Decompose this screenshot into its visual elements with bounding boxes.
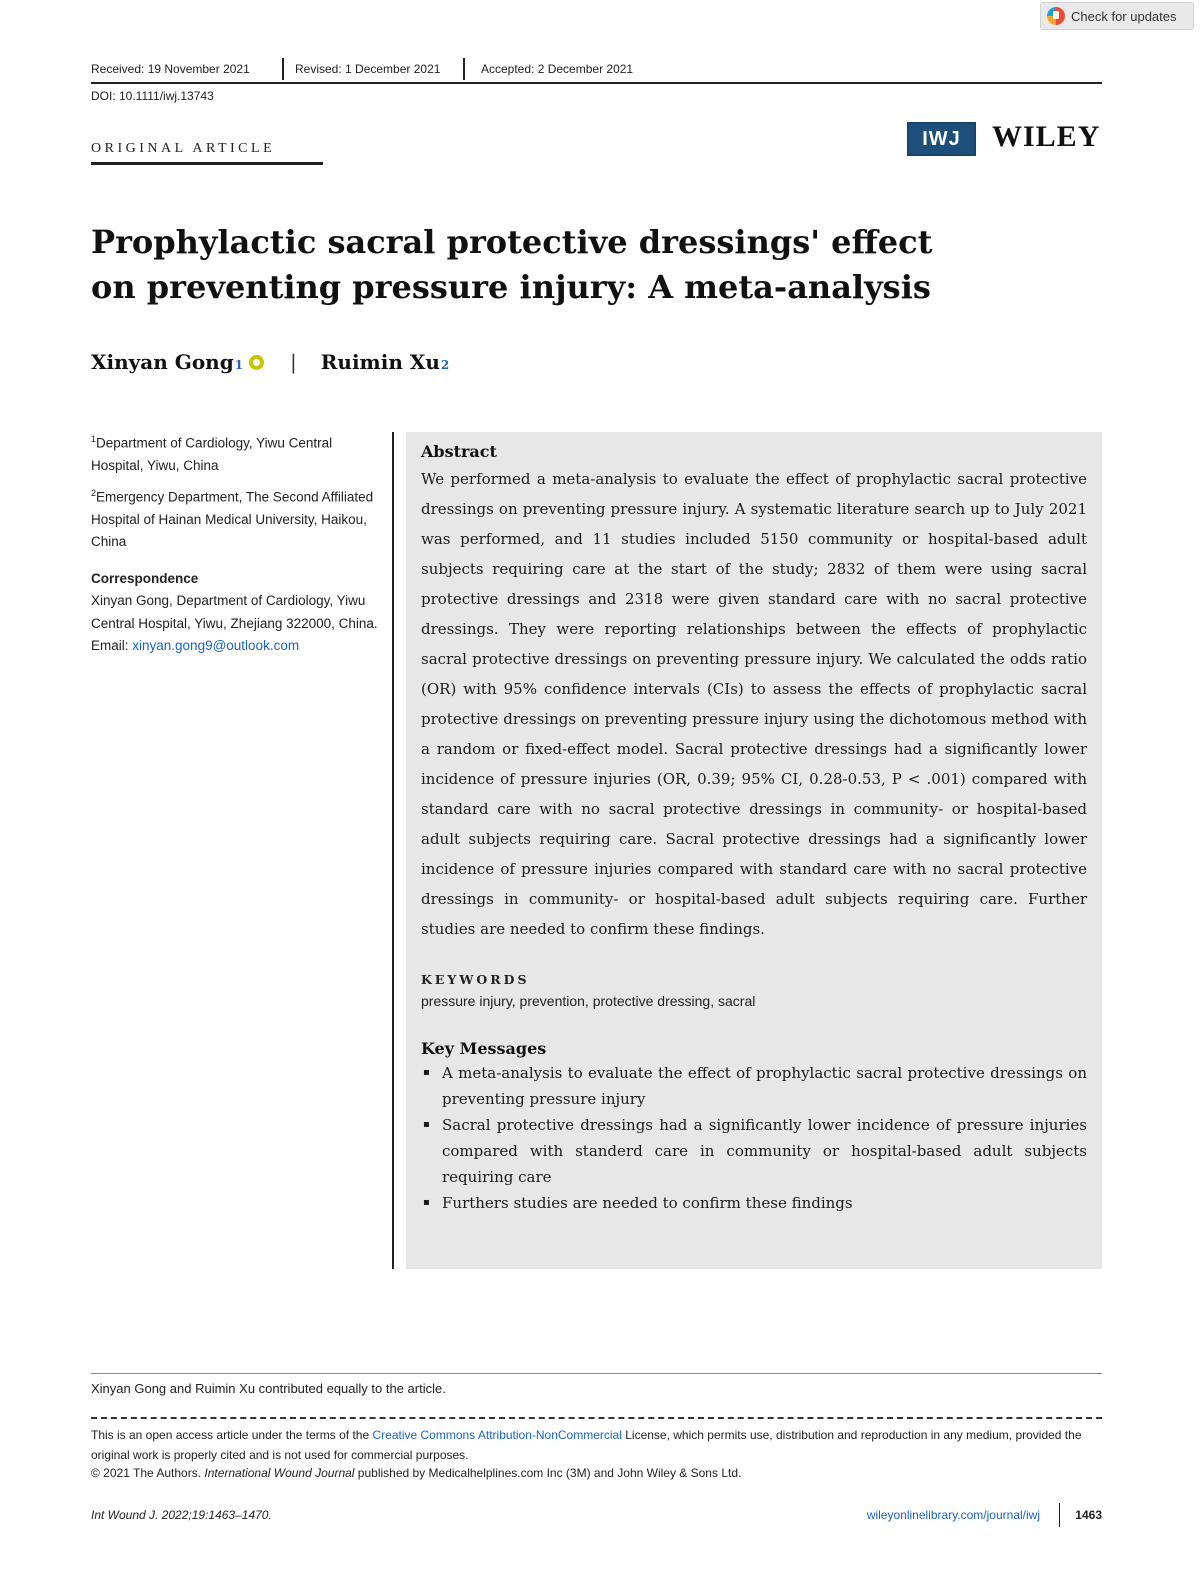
copyright-note [91, 1466, 741, 1480]
check-for-updates-button[interactable] [1040, 2, 1194, 30]
correspondence-email [91, 635, 381, 658]
journal-citation: Int Wound J. 2022;19:1463–1470. [91, 1508, 272, 1522]
affiliation-text: Department of Cardiology, Yiwu Central Hospital, Yiwu, China [91, 435, 333, 473]
key-messages-list [421, 1060, 1087, 1216]
footnote-rule [91, 1373, 1102, 1374]
key-messages-heading: Key Messages [421, 1039, 547, 1058]
orcid-icon[interactable] [249, 355, 264, 370]
affiliation [91, 482, 381, 554]
affiliation-number: 2 [91, 487, 97, 498]
footer-divider [1059, 1503, 1060, 1527]
copyright-text: © 2021 The Authors. [91, 1466, 205, 1480]
correspondence-heading: Correspondence [91, 570, 199, 586]
history-divider [282, 58, 284, 80]
license-rule [91, 1417, 1102, 1419]
author-separator: | [290, 350, 297, 374]
journal-name: International Wound Journal [204, 1466, 355, 1480]
title-line-1: Prophylactic sacral protective dressings' effect [91, 223, 933, 261]
title-line-2: on preventing pressure injury: A meta-analysis [91, 268, 931, 306]
copyright-text: published by Medicalhelplines.com Inc (3M) and John Wiley & Sons Ltd. [354, 1466, 742, 1480]
abstract-box [406, 432, 1102, 1269]
license-text: This is an open access article under the terms of the [91, 1428, 373, 1442]
key-message-item: ▪ A meta-analysis to evaluate the effect of prophylactic sacral protective dressings on preventing pressure injury [421, 1060, 1087, 1112]
column-divider [392, 432, 394, 1269]
crossmark-icon [1047, 7, 1065, 25]
correspondence-address: Xinyan Gong, Department of Cardiology, Yiwu Central Hospital, Yiwu, Zhejiang 322000, China. [91, 593, 378, 631]
article-type: ORIGINAL ARTICLE [91, 141, 323, 165]
author-name[interactable]: Ruimin Xu [320, 350, 440, 374]
email-link[interactable]: xinyan.gong9@outlook.com [132, 638, 300, 653]
key-message-item: ▪ Sacral protective dressings had a significantly lower incidence of pressure injuries compared with standerd care in community or hospital-based adult subjects requiring care [421, 1112, 1087, 1190]
affiliation [91, 428, 381, 478]
article-history [91, 58, 1102, 84]
journal-logo: IWJ [907, 122, 976, 156]
page-footer [91, 1503, 1102, 1527]
affiliation-number: 1 [91, 434, 97, 444]
article-title [91, 220, 951, 310]
contribution-note: Xinyan Gong and Ruimin Xu contributed equally to the article. [91, 1381, 446, 1396]
key-message-item: ▪ Furthers studies are needed to confirm these findings [421, 1190, 1087, 1216]
author-list [91, 350, 449, 374]
received-date: Received: 19 November 2021 [91, 62, 250, 76]
abstract-text: We performed a meta-analysis to evaluate the effect of prophylactic sacral protective dressings on preventing pressure injury. A systematic literature search up to July 2021 was performed, and 11 studies included 5150 community or hospital-based adult subjects requiring care at the start of the study; 2832 of them were using sacral protective dressings and 2318 were given standard care with no sacral protective dressings. They were reporting relationships between the effects of prophylactic sacral protective dressings on preventing pressure injury. We calculated the odds ratio (OR) with 95% confidence intervals (CIs) to assess the effects of prophylactic sacral protective dressings on preventing pressure injury using the dichotomous method with a random or fixed-effect model. Sacral protective dressings had a significantly lower incidence of pressure injuries (OR, 0.39; 95% CI, 0.28-0.53, P < .001) compared with standard care with no sacral protective dressings in community- or hospital-based adult subjects requiring care. Sacral protective dressings had a significantly lower incidence of pressure injuries compared with standard care with no sacral protective dressings in community- or hospital-based adult subjects requiring care. Further studies are needed to confirm these findings. [421, 470, 1087, 938]
author-affiliation-ref[interactable]: 2 [440, 358, 450, 372]
publisher-logo: WILEY [992, 120, 1101, 153]
license-text: License, which permits use, distribution and reproduction in any medium, provided the original work is properly cited and is not used for commercial purposes. [91, 1428, 1082, 1462]
license-link[interactable]: Creative Commons Attribution-NonCommercial [372, 1428, 622, 1442]
author-info-column [91, 428, 381, 658]
journal-url-link[interactable]: wileyonlinelibrary.com/journal/iwj [866, 1508, 1040, 1522]
revised-date: Revised: 1 December 2021 [295, 62, 441, 76]
email-label: Email: [91, 638, 133, 653]
doi[interactable]: DOI: 10.1111/iwj.13743 [91, 89, 214, 103]
license-note [91, 1425, 1102, 1465]
keywords-text: pressure injury, prevention, protective dressing, sacral [421, 993, 756, 1009]
accepted-date: Accepted: 2 December 2021 [481, 62, 634, 76]
author-affiliation-ref[interactable]: 1 [234, 358, 244, 372]
history-divider [463, 58, 465, 80]
affiliation-text: Emergency Department, The Second Affiliated Hospital of Hainan Medical University, Haikou, China [91, 489, 374, 549]
page-number: 1463 [1075, 1508, 1102, 1522]
abstract-heading: Abstract [421, 442, 497, 461]
check-for-updates-label: Check for updates [1071, 8, 1177, 24]
keywords-heading: KEYWORDS [421, 972, 530, 987]
author-name[interactable]: Xinyan Gong [91, 350, 234, 374]
